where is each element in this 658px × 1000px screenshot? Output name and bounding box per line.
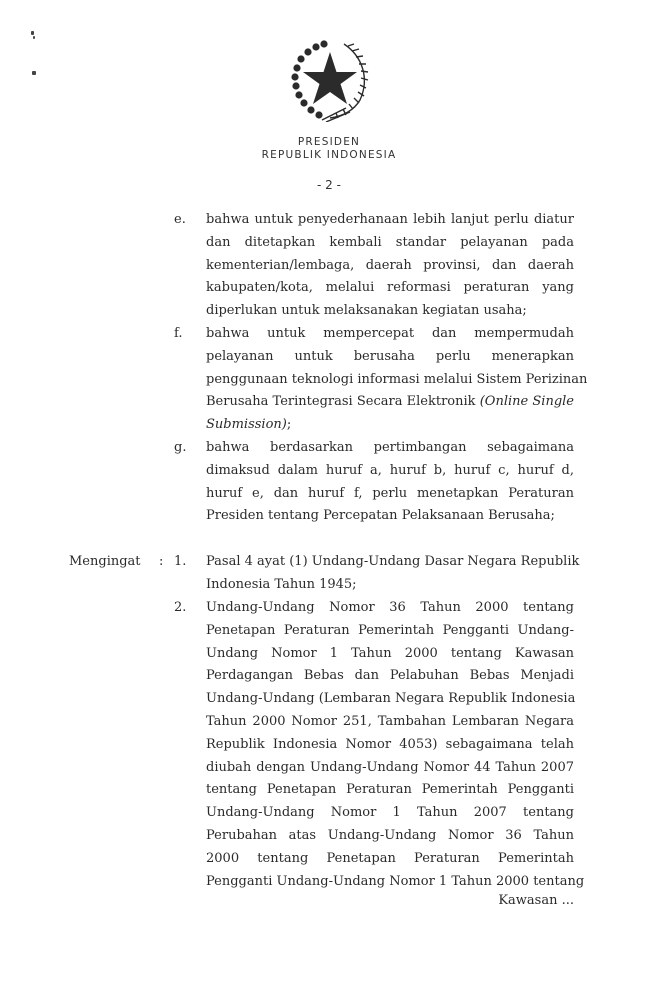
text-line: Republik Indonesia Nomor 4053) sebagaimana telah — [206, 736, 574, 752]
mengingat-colon: : — [159, 554, 164, 569]
text-line: 2000 tentang Penetapan Peraturan Pemerintah — [206, 850, 574, 866]
scan-speck — [32, 71, 36, 75]
text-line: huruf e, dan huruf f, perlu menetapkan Peraturan — [206, 485, 574, 501]
continuation-marker: Kawasan ... — [498, 893, 574, 908]
item-label: g. — [174, 440, 187, 455]
text-line: dan ditetapkan kembali standar pelayanan pada — [206, 234, 574, 250]
item-label: 2. — [174, 600, 187, 615]
page-number: - 2 - — [317, 178, 341, 192]
italic-segment: Submission) — [206, 417, 287, 433]
scan-speck — [33, 36, 35, 39]
text-line: penggunaan teknologi informasi melalui Sistem Perizinan — [206, 371, 588, 387]
text-line: Undang-Undang (Lembaran Negara Republik Indonesia — [206, 691, 576, 707]
text-line: Undang-Undang Nomor 36 Tahun 2000 tentang — [206, 600, 574, 615]
text-line: Undang-Undang Nomor 1 Tahun 2007 tentang — [206, 805, 574, 821]
item-label: f. — [174, 326, 183, 341]
mengingat-heading: Mengingat — [69, 554, 141, 569]
text-line: bahwa berdasarkan pertimbangan sebagaimana — [206, 440, 574, 455]
text-line: tentang Penetapan Peraturan Pemerintah Pengganti — [206, 782, 574, 798]
text-line: diperlukan untuk melaksanakan kegiatan usaha; — [206, 303, 527, 319]
item-body — [206, 209, 574, 323]
text-line: kementerian/lembaga, daerah provinsi, dan daerah — [206, 257, 574, 273]
text-line: Pengganti Undang-Undang Nomor 1 Tahun 2000 tentang — [206, 873, 585, 889]
header-presiden: PRESIDEN — [297, 136, 361, 148]
scan-speck — [31, 31, 34, 35]
italic-segment: (Online Single — [479, 394, 574, 410]
text-segment: Berusaha Terintegrasi Secara Elektronik — [206, 394, 476, 410]
text-line — [206, 414, 574, 437]
text-line: Perubahan atas Undang-Undang Nomor 36 Tahun — [206, 827, 574, 843]
text-line: pelayanan untuk berusaha perlu menerapkan — [206, 348, 574, 364]
text-line: Tahun 2000 Nomor 251, Tambahan Lembaran Negara — [206, 713, 574, 729]
text-line: kabupaten/kota, melalui reformasi peraturan yang — [206, 280, 574, 296]
text-line: Penetapan Peraturan Pemerintah Pengganti Undang- — [206, 622, 574, 638]
header-republik-indonesia: REPUBLIK INDONESIA — [261, 149, 397, 161]
text-segment: ; — [286, 417, 292, 433]
item-body — [206, 437, 574, 528]
item-body — [206, 323, 588, 437]
presidential-emblem-icon — [286, 38, 374, 122]
text-line: dimaksud dalam huruf a, huruf b, huruf c, huruf d, — [206, 462, 574, 478]
item-body — [206, 597, 585, 893]
text-line: Perdagangan Bebas dan Pelabuhan Bebas Menjadi — [206, 668, 574, 684]
text-line: diubah dengan Undang-Undang Nomor 44 Tahun 2007 — [206, 759, 574, 775]
item-body — [206, 551, 580, 597]
text-line: Pasal 4 ayat (1) Undang-Undang Dasar Negara Republik — [206, 554, 580, 569]
text-line: Indonesia Tahun 1945; — [206, 576, 357, 592]
text-line: Presiden tentang Percepatan Pelaksanaan Berusaha; — [206, 508, 555, 524]
text-line — [206, 391, 574, 414]
text-line: Undang Nomor 1 Tahun 2000 tentang Kawasan — [206, 645, 574, 661]
text-line: bahwa untuk penyederhanaan lebih lanjut perlu diatur — [206, 212, 574, 227]
text-line: bahwa untuk mempercepat dan mempermudah — [206, 326, 574, 341]
item-label: e. — [174, 212, 186, 227]
item-label: 1. — [174, 554, 187, 569]
